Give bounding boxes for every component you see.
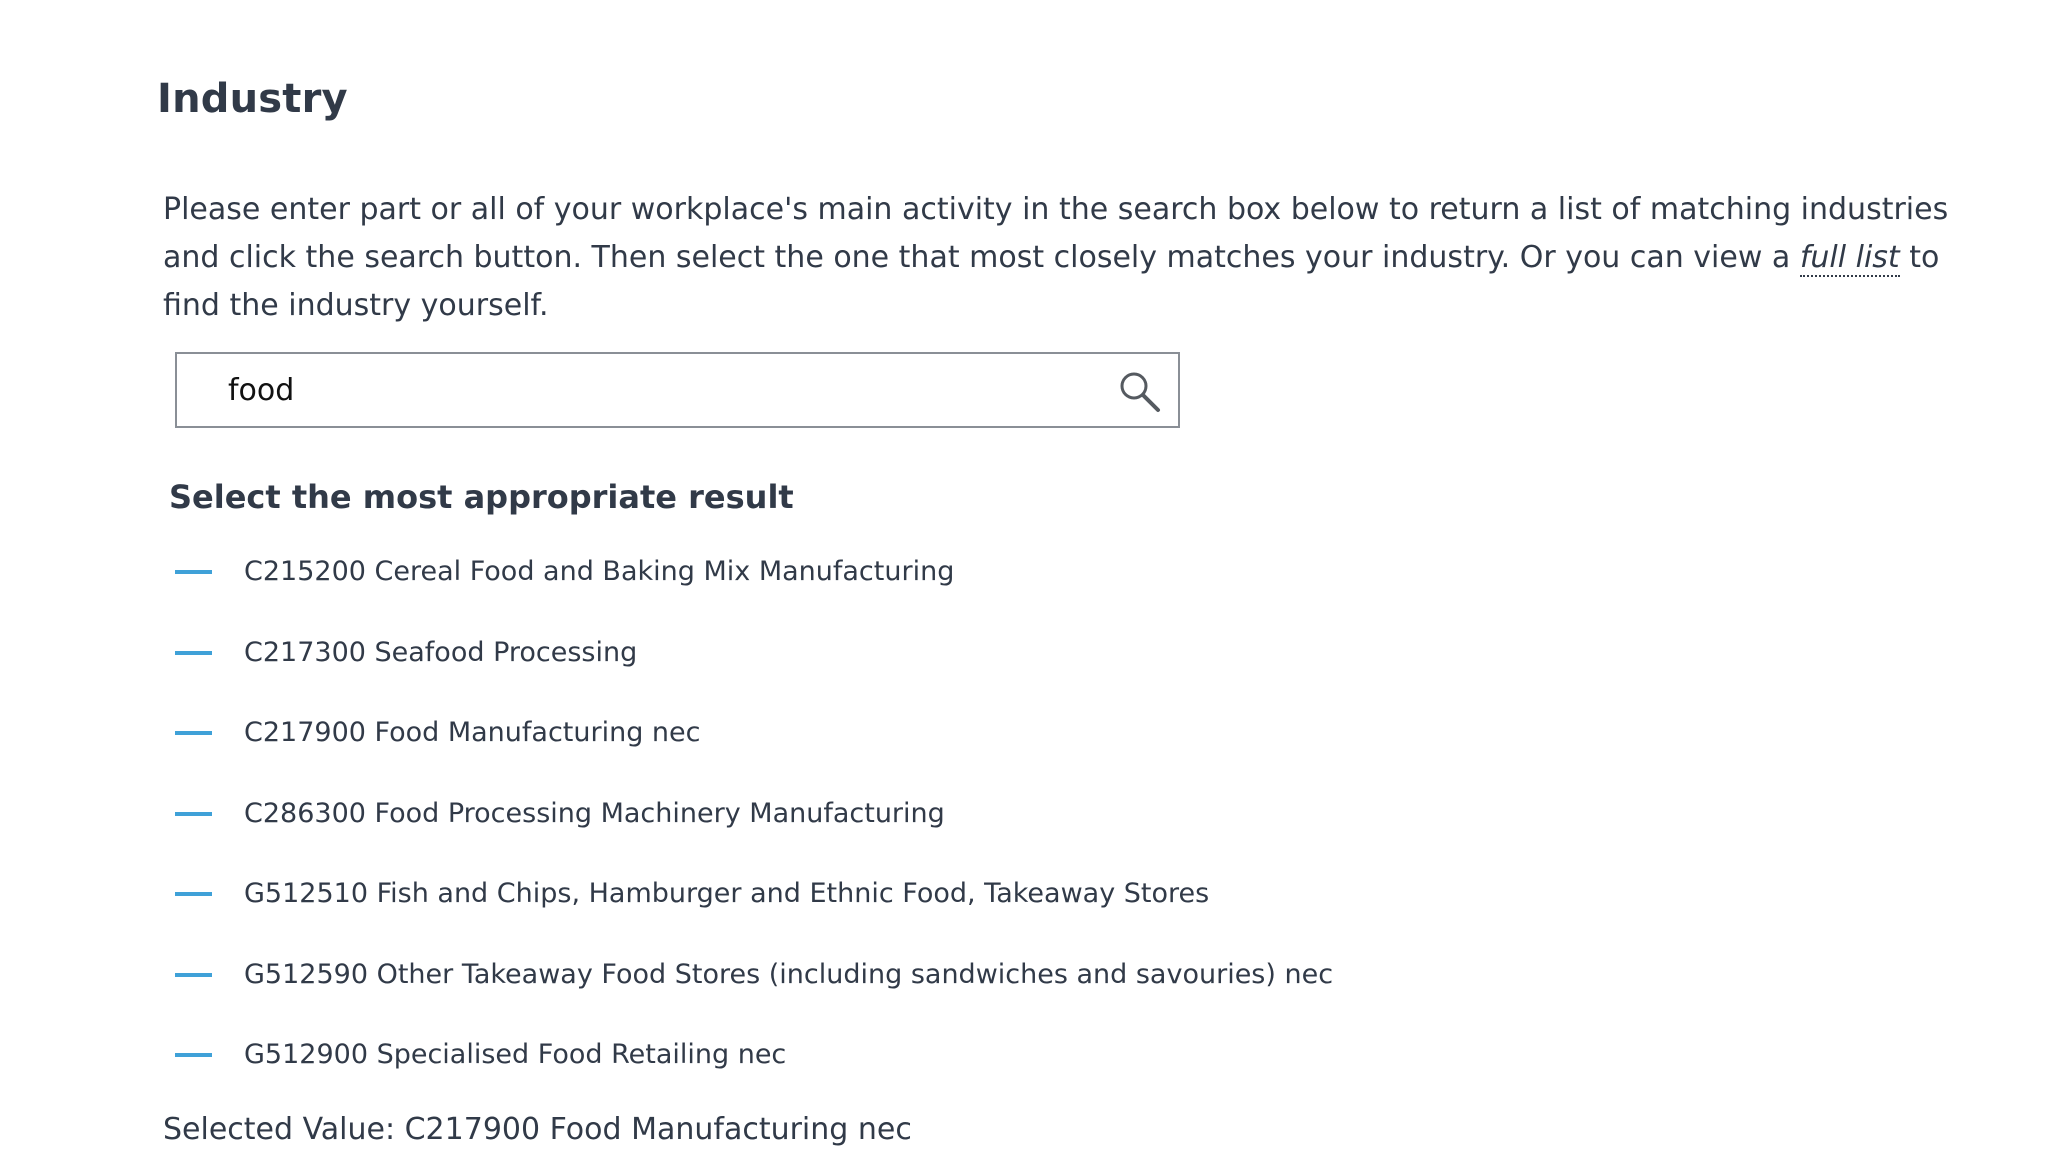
- results-list: [175, 546, 1333, 1110]
- intro-text-before-link: Please enter part or all of your workplace's main activity in the search box below to return a list of matching industries and click the search button. Then select the one that most closely matches your industry. Or you can view a: [163, 192, 1949, 275]
- dash-icon: [175, 973, 212, 977]
- dash-icon: [175, 812, 212, 816]
- selected-value-text: Selected Value: C217900 Food Manufacturing nec: [163, 1112, 912, 1147]
- dash-icon: [175, 1053, 212, 1057]
- result-label: C217300 Seafood Processing: [244, 636, 638, 668]
- industry-search-input[interactable]: [177, 354, 1097, 426]
- result-label: C215200 Cereal Food and Baking Mix Manufacturing: [244, 556, 955, 587]
- dash-icon: [175, 651, 212, 655]
- intro-text: [163, 186, 1983, 330]
- result-item[interactable]: [175, 627, 1333, 708]
- result-item[interactable]: [175, 868, 1333, 949]
- intro-text-after-link: to find the industry yourself.: [163, 240, 1940, 323]
- result-label: G512900 Specialised Food Retailing nec: [244, 1039, 787, 1070]
- dash-icon: [175, 570, 212, 574]
- result-label: C217900 Food Manufacturing nec: [244, 717, 701, 748]
- result-label: G512590 Other Takeaway Food Stores (including sandwiches and savouries) nec: [244, 958, 1334, 990]
- result-item[interactable]: [175, 1029, 1333, 1110]
- result-item[interactable]: [175, 949, 1333, 1030]
- dash-icon: [175, 731, 212, 735]
- result-item[interactable]: [175, 546, 1333, 627]
- results-heading: Select the most appropriate result: [169, 478, 794, 516]
- industry-search-box: [175, 352, 1180, 428]
- search-button[interactable]: [1116, 368, 1164, 416]
- page-title: Industry: [157, 76, 348, 122]
- search-icon: [1116, 368, 1164, 416]
- result-label: G512510 Fish and Chips, Hamburger and Ethnic Food, Takeaway Stores: [244, 878, 1210, 909]
- result-item[interactable]: [175, 707, 1333, 788]
- full-list-link[interactable]: full list: [1799, 240, 1900, 275]
- result-item[interactable]: [175, 788, 1333, 869]
- result-label: C286300 Food Processing Machinery Manufacturing: [244, 797, 945, 829]
- dash-icon: [175, 892, 212, 896]
